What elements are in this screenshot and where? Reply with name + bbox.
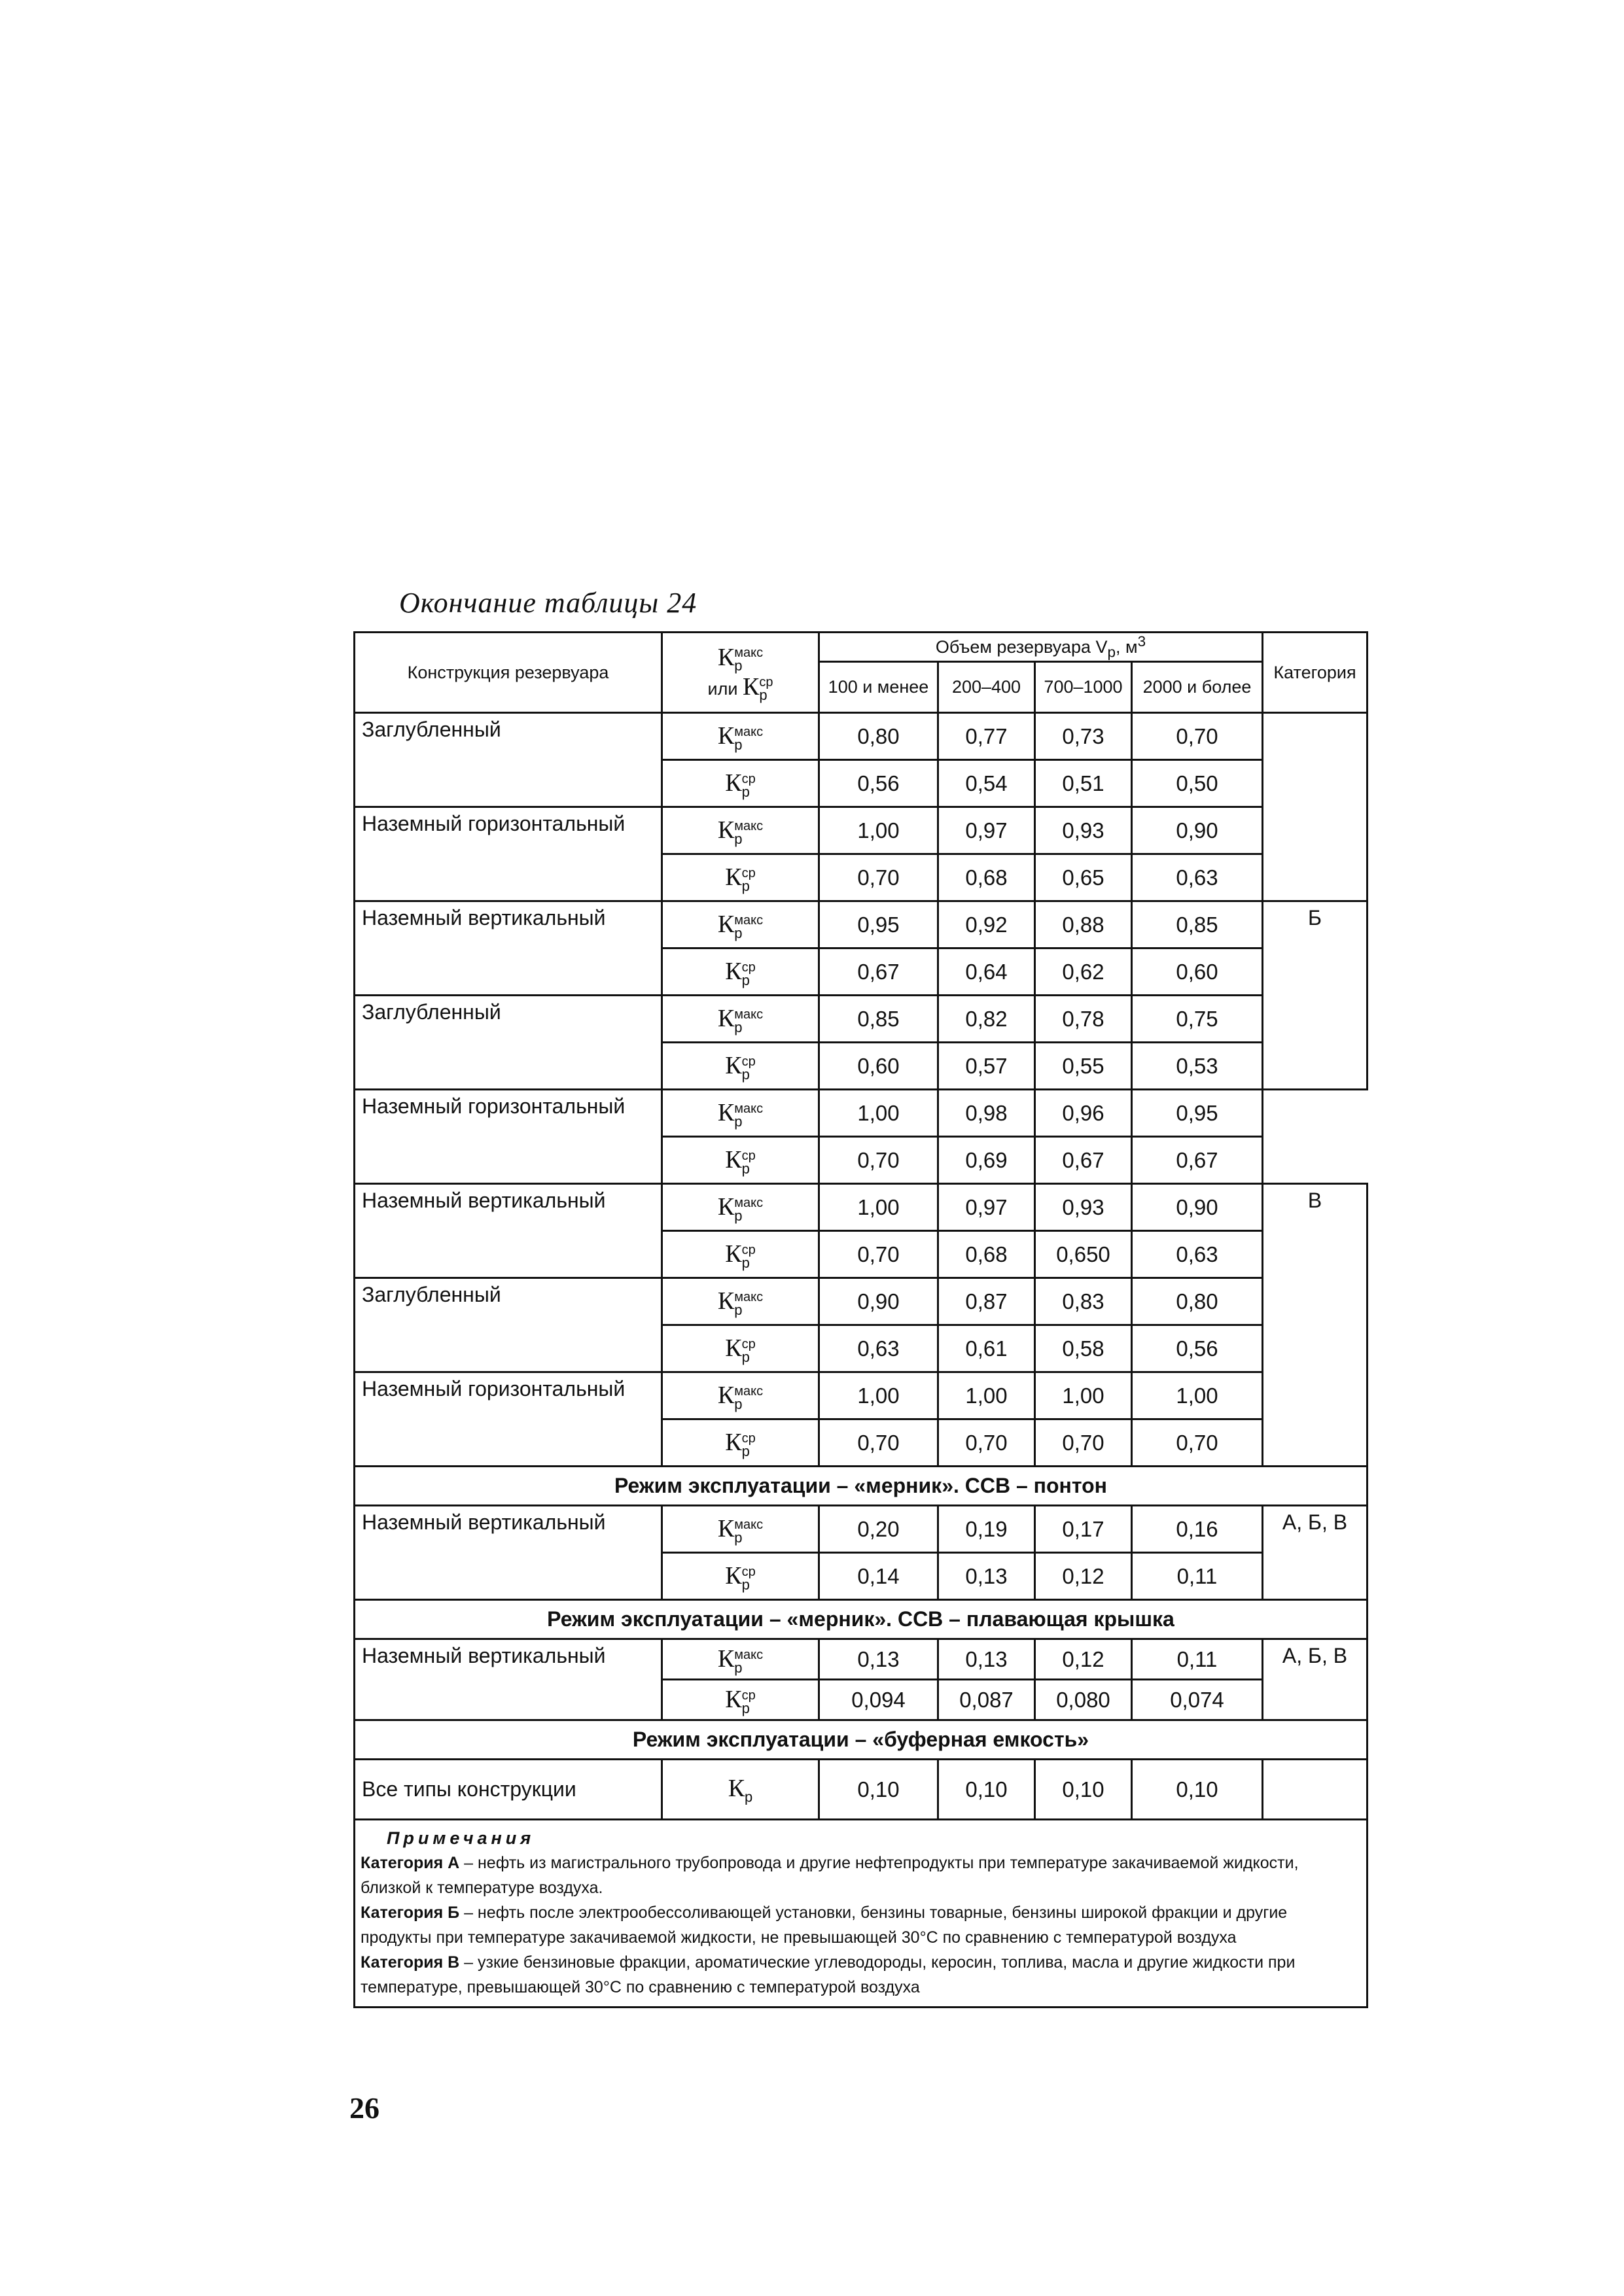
value-cell: 0,80 bbox=[819, 713, 938, 760]
value-cell: 0,93 bbox=[1035, 1184, 1132, 1231]
value-cell: 0,88 bbox=[1035, 901, 1132, 948]
value-cell: 0,95 bbox=[819, 901, 938, 948]
k-max-symbol: К макс р bbox=[662, 1639, 819, 1680]
value-cell: 0,70 bbox=[819, 1231, 938, 1278]
construction-name: Заглубленный bbox=[355, 713, 662, 807]
table-row bbox=[355, 1372, 1368, 1419]
value-cell: 0,85 bbox=[1132, 901, 1263, 948]
value-cell: 0,87 bbox=[938, 1278, 1035, 1325]
k-avg-symbol: К ср р bbox=[662, 1325, 819, 1372]
value-cell: 0,14 bbox=[819, 1553, 938, 1600]
mode-row bbox=[355, 1600, 1368, 1639]
value-cell: 0,70 bbox=[1132, 713, 1263, 760]
value-cell: 0,93 bbox=[1035, 807, 1132, 854]
value-cell: 0,080 bbox=[1035, 1680, 1132, 1720]
k-max-symbol: К макс р bbox=[662, 1278, 819, 1325]
value-cell: 0,95 bbox=[1132, 1090, 1263, 1137]
value-cell: 0,70 bbox=[1132, 1419, 1263, 1467]
k-avg-symbol: К ср р bbox=[662, 1137, 819, 1184]
value-cell: 0,650 bbox=[1035, 1231, 1132, 1278]
value-cell: 0,20 bbox=[819, 1506, 938, 1553]
mode-row bbox=[355, 1720, 1368, 1760]
note-a: Категория А – нефть из магистрального трубопровода и другие нефтепродукты при температуре закачиваемой жидкости, близкой к температуре воздуха. bbox=[361, 1854, 1299, 1898]
k-avg-symbol: К ср р bbox=[662, 1419, 819, 1467]
construction-name: Все типы конструкции bbox=[355, 1760, 662, 1820]
table-row bbox=[355, 1184, 1368, 1231]
k-symbol: $К_р$ bbox=[662, 1760, 819, 1820]
value-cell: 0,70 bbox=[819, 1137, 938, 1184]
mode-title: Режим эксплуатации – «мерник». ССВ – плавающая крышка bbox=[355, 1600, 1368, 1639]
value-cell: 0,96 bbox=[1035, 1090, 1132, 1137]
category-cell: А, Б, В bbox=[1263, 1506, 1368, 1600]
header-construction: Конструкция резервуара bbox=[355, 633, 662, 713]
table-row bbox=[355, 1278, 1368, 1325]
k-max-symbol: К макс р bbox=[662, 1090, 819, 1137]
k-max-symbol: К макс р bbox=[662, 901, 819, 948]
data-table bbox=[353, 631, 1368, 2008]
note-v: Категория В – узкие бензиновые фракции, ароматические углеводороды, керосин, топлива, масла и другие жидкости при температуре, превышающей 30°С по сравнению с температурой воздуха bbox=[361, 1953, 1296, 1997]
header-v3: 700–1000 bbox=[1035, 662, 1132, 713]
mode-title: Режим эксплуатации – «буферная емкость» bbox=[355, 1720, 1368, 1760]
value-cell: 0,68 bbox=[938, 854, 1035, 901]
value-cell: 0,73 bbox=[1035, 713, 1132, 760]
category-cell: В bbox=[1263, 1184, 1368, 1467]
value-cell: 0,10 bbox=[1132, 1760, 1263, 1820]
header-v1: 100 и менее bbox=[819, 662, 938, 713]
value-cell: 0,64 bbox=[938, 948, 1035, 996]
header-row-1 bbox=[355, 633, 1368, 662]
value-cell: 0,19 bbox=[938, 1506, 1035, 1553]
value-cell: 0,17 bbox=[1035, 1506, 1132, 1553]
value-cell: 0,55 bbox=[1035, 1043, 1132, 1090]
value-cell: 0,094 bbox=[819, 1680, 938, 1720]
construction-name: Наземный вертикальный bbox=[355, 1639, 662, 1720]
table-row bbox=[355, 996, 1368, 1043]
k-avg-symbol: К ср р bbox=[662, 1231, 819, 1278]
value-cell: 0,57 bbox=[938, 1043, 1035, 1090]
value-cell: 0,65 bbox=[1035, 854, 1132, 901]
value-cell: 0,50 bbox=[1132, 760, 1263, 807]
value-cell: 0,80 bbox=[1132, 1278, 1263, 1325]
construction-name: Заглубленный bbox=[355, 996, 662, 1090]
table-row bbox=[355, 1639, 1368, 1680]
value-cell: 0,70 bbox=[819, 854, 938, 901]
value-cell: 0,63 bbox=[819, 1325, 938, 1372]
value-cell: 0,51 bbox=[1035, 760, 1132, 807]
k-max-symbol: К макс р bbox=[662, 1506, 819, 1553]
value-cell: 0,10 bbox=[819, 1760, 938, 1820]
construction-name: Наземный горизонтальный bbox=[355, 1090, 662, 1184]
table-row bbox=[355, 1506, 1368, 1553]
value-cell: 0,61 bbox=[938, 1325, 1035, 1372]
value-cell: 0,67 bbox=[819, 948, 938, 996]
value-cell: 0,60 bbox=[1132, 948, 1263, 996]
value-cell: 0,70 bbox=[819, 1419, 938, 1467]
k-max-symbol: К макс р bbox=[662, 713, 819, 760]
value-cell: 0,97 bbox=[938, 1184, 1035, 1231]
k-avg-symbol: К ср р bbox=[662, 854, 819, 901]
value-cell: 0,75 bbox=[1132, 996, 1263, 1043]
note-b: Категория Б – нефть после электрообессоливающей установки, бензины товарные, бензины широкой фракции и другие продукты при температуре закачиваемой жидкости, не превышающей 30°С по сравнению с температурой воздуха bbox=[361, 1904, 1288, 1947]
value-cell: 0,78 bbox=[1035, 996, 1132, 1043]
value-cell: 0,70 bbox=[1035, 1419, 1132, 1467]
header-v4: 2000 и более bbox=[1132, 662, 1263, 713]
category-cell bbox=[1263, 713, 1368, 901]
page-number: 26 bbox=[349, 2091, 380, 2125]
value-cell: 1,00 bbox=[1035, 1372, 1132, 1419]
k-avg-symbol: К ср р bbox=[662, 948, 819, 996]
k-max-symbol: К макс р bbox=[662, 1372, 819, 1419]
category-cell bbox=[1263, 1760, 1368, 1820]
construction-name: Наземный вертикальный bbox=[355, 901, 662, 996]
value-cell: 0,56 bbox=[819, 760, 938, 807]
table-row bbox=[355, 713, 1368, 760]
value-cell: 1,00 bbox=[819, 807, 938, 854]
value-cell: 0,67 bbox=[1132, 1137, 1263, 1184]
value-cell: 1,00 bbox=[819, 1090, 938, 1137]
k-max-symbol: К макс р bbox=[662, 996, 819, 1043]
value-cell: 0,53 bbox=[1132, 1043, 1263, 1090]
value-cell: 1,00 bbox=[819, 1372, 938, 1419]
k-avg-symbol: К ср р bbox=[662, 760, 819, 807]
k-max-symbol: К макс р bbox=[662, 1184, 819, 1231]
header-volume: Объем резервуара $V_р$, $м^3$ bbox=[819, 633, 1263, 662]
value-cell: 0,10 bbox=[938, 1760, 1035, 1820]
value-cell: 0,13 bbox=[819, 1639, 938, 1680]
value-cell: 0,11 bbox=[1132, 1553, 1263, 1600]
table-row bbox=[355, 1760, 1368, 1820]
value-cell: 0,97 bbox=[938, 807, 1035, 854]
k-max-symbol: К макс р bbox=[662, 807, 819, 854]
value-cell: 0,92 bbox=[938, 901, 1035, 948]
construction-name: Наземный вертикальный bbox=[355, 1506, 662, 1600]
table-caption: Окончание таблицы 24 bbox=[399, 587, 697, 619]
mode-title: Режим эксплуатации – «мерник». ССВ – понтон bbox=[355, 1467, 1368, 1506]
value-cell: 0,56 bbox=[1132, 1325, 1263, 1372]
value-cell: 0,83 bbox=[1035, 1278, 1132, 1325]
k-avg-symbol: К ср р bbox=[662, 1553, 819, 1600]
value-cell: 1,00 bbox=[819, 1184, 938, 1231]
notes-block bbox=[355, 1820, 1368, 2008]
value-cell: 0,13 bbox=[938, 1553, 1035, 1600]
value-cell: 0,12 bbox=[1035, 1639, 1132, 1680]
value-cell: 0,58 bbox=[1035, 1325, 1132, 1372]
header-v2: 200–400 bbox=[938, 662, 1035, 713]
value-cell: 0,074 bbox=[1132, 1680, 1263, 1720]
table-row bbox=[355, 901, 1368, 948]
value-cell: 0,85 bbox=[819, 996, 938, 1043]
value-cell: 0,63 bbox=[1132, 854, 1263, 901]
construction-name: Заглубленный bbox=[355, 1278, 662, 1372]
value-cell: 0,54 bbox=[938, 760, 1035, 807]
notes-title: Примечания bbox=[387, 1828, 535, 1849]
value-cell: 0,90 bbox=[819, 1278, 938, 1325]
value-cell: 0,90 bbox=[1132, 1184, 1263, 1231]
k-avg-symbol: К ср р bbox=[662, 1043, 819, 1090]
mode-row bbox=[355, 1467, 1368, 1506]
value-cell: 0,98 bbox=[938, 1090, 1035, 1137]
value-cell: 0,62 bbox=[1035, 948, 1132, 996]
value-cell: 1,00 bbox=[1132, 1372, 1263, 1419]
value-cell: 0,70 bbox=[938, 1419, 1035, 1467]
value-cell: 0,60 bbox=[819, 1043, 938, 1090]
value-cell: 0,69 bbox=[938, 1137, 1035, 1184]
header-k-symbol: К макс р или К ср р bbox=[662, 633, 819, 713]
category-cell: А, Б, В bbox=[1263, 1639, 1368, 1720]
value-cell: 0,087 bbox=[938, 1680, 1035, 1720]
value-cell: 0,77 bbox=[938, 713, 1035, 760]
k-avg-symbol: К ср р bbox=[662, 1680, 819, 1720]
construction-name: Наземный горизонтальный bbox=[355, 807, 662, 901]
value-cell: 0,82 bbox=[938, 996, 1035, 1043]
value-cell: 0,16 bbox=[1132, 1506, 1263, 1553]
notes-row bbox=[355, 1820, 1368, 2008]
value-cell: 0,67 bbox=[1035, 1137, 1132, 1184]
value-cell: 0,68 bbox=[938, 1231, 1035, 1278]
table-row bbox=[355, 807, 1368, 854]
value-cell: 0,11 bbox=[1132, 1639, 1263, 1680]
value-cell: 0,63 bbox=[1132, 1231, 1263, 1278]
value-cell: 0,90 bbox=[1132, 807, 1263, 854]
header-category: Категория bbox=[1263, 633, 1368, 713]
value-cell: 1,00 bbox=[938, 1372, 1035, 1419]
table-row bbox=[355, 1090, 1368, 1137]
construction-name: Наземный вертикальный bbox=[355, 1184, 662, 1278]
value-cell: 0,12 bbox=[1035, 1553, 1132, 1600]
category-cell: Б bbox=[1263, 901, 1368, 1090]
value-cell: 0,13 bbox=[938, 1639, 1035, 1680]
value-cell: 0,10 bbox=[1035, 1760, 1132, 1820]
construction-name: Наземный горизонтальный bbox=[355, 1372, 662, 1467]
